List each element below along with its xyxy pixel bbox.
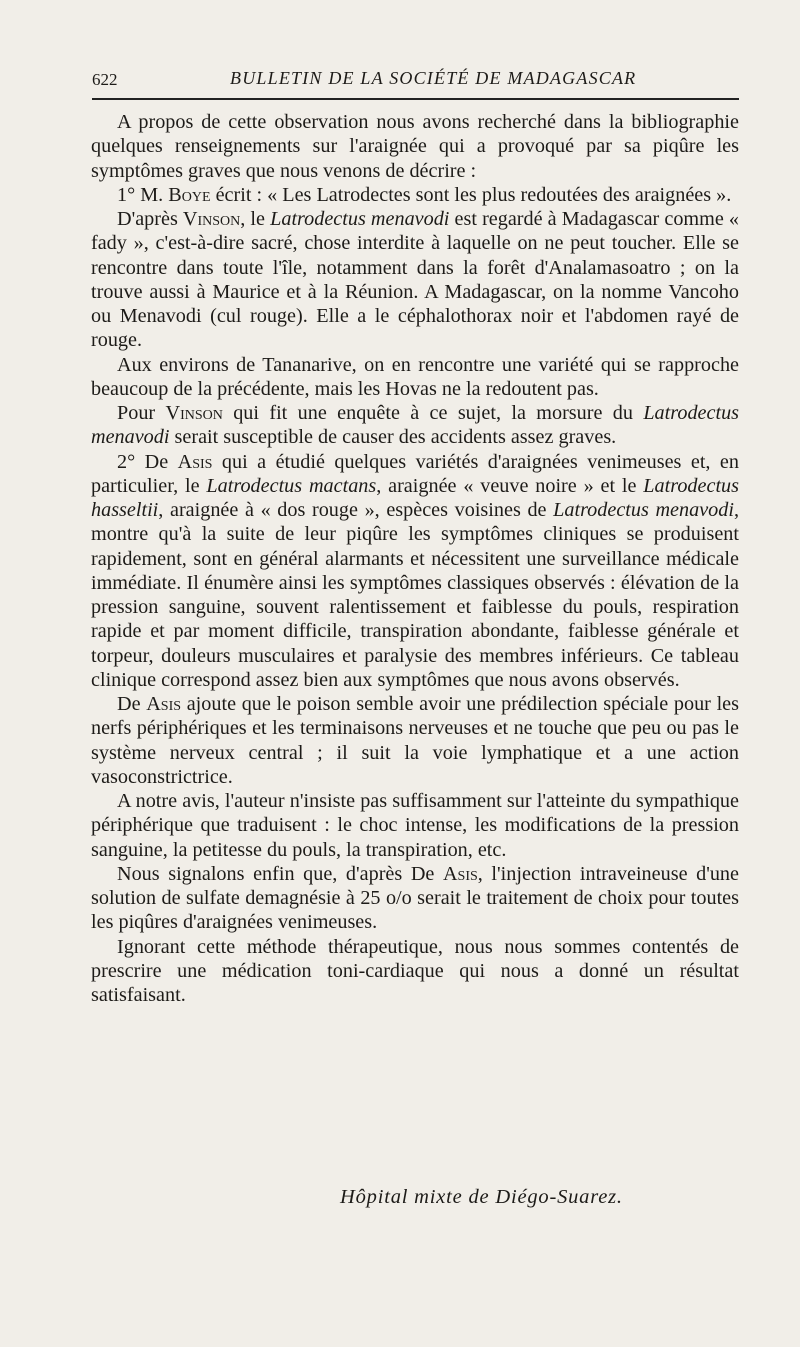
species-name: Latrodectus hasseltii (91, 474, 739, 521)
paragraph-2 (91, 183, 739, 207)
author-name: Vinson (165, 402, 223, 424)
text-run: , le (240, 208, 271, 230)
paragraph-5 (91, 401, 739, 450)
paragraph-6 (91, 450, 739, 693)
header-rule (92, 98, 739, 100)
text-run: est regardé à Madagascar comme « fady », c'est-à-dire sacré, chose interdite à laquelle on ne peut toucher. Elle se rencontre dans toute l'île, notamment dans la forêt d'Analamasoatro ; on la trouve aussi à Maurice et à la Réunion. A Madagascar, on la nomme Vancoho ou Menavodi (cul rouge). Elle a le céphalothorax noir et l'abdomen rayé de rouge. (91, 208, 739, 352)
paragraph-8: A notre avis, l'auteur n'insiste pas suffisamment sur l'atteinte du sympathique périphérique que traduisent : le choc intense, les modifications de la pression sanguine, la petitesse du pouls, la transpiration, etc. (91, 790, 739, 861)
text-run: ajoute que le poison semble avoir une prédilection spéciale pour les nerfs périphériques et les terminaisons nerveuses et ne touche que peu ou pas le système nerveux central ; il suit la voie lymphatique et a une action vasoconstrictrice. (91, 693, 739, 788)
text-run: qui a étudié quelques variétés d'araignées venimeuses et, en particulier, le (91, 450, 739, 497)
running-title: BULLETIN DE LA SOCIÉTÉ DE MADAGASCAR (230, 68, 637, 88)
text-run: serait susceptible de causer des accidents assez graves. (169, 426, 617, 449)
author-name: Asis (177, 450, 213, 473)
paragraph-7 (91, 692, 739, 789)
species-name: Latrodectus menavodi (270, 208, 450, 230)
author-name: Vinson (182, 208, 241, 230)
article-body (91, 110, 739, 1007)
text-run: , l'injection intraveineuse d'une solution de sulfate demagnésie à 25 o/o serait le traitement de choix pour toutes les piqûres d'araignées venimeuses. (91, 862, 739, 934)
species-name: Latrodectus menavodi (553, 499, 734, 521)
author-name: Asis (146, 693, 182, 715)
paragraph-4: Aux environs de Tananarive, on en rencontre une variété qui se rapproche beaucoup de la précédente, mais les Hovas ne la redoutent pas. (91, 353, 739, 400)
author-name: Asis (442, 862, 478, 885)
paragraph-1: A propos de cette observation nous avons recherché dans la bibliographie quelques renseignements sur l'araignée qui a provoqué par sa piqûre les symptômes graves que nous venons de décrire : (91, 111, 739, 182)
paragraph-9 (91, 862, 739, 935)
text-run: , araignée « veuve noire » et le (376, 474, 644, 497)
page-header (92, 66, 737, 96)
text-run: De (117, 693, 147, 715)
text-run: Nous signalons enfin que, d'après De (117, 862, 443, 885)
text-run: , araignée à « dos rouge », espèces voisines de (158, 499, 554, 521)
paragraph-3 (91, 207, 739, 353)
text-run: D'après (117, 208, 183, 230)
text-run: Pour (117, 402, 166, 424)
text-run: 1° M. (117, 183, 169, 206)
species-name: Latrodectus menavodi (91, 402, 740, 449)
text-run: , montre qu'à la suite de leur piqûre les symptômes cliniques se produisent rapidement, sont en général alarmants et nécessitent une surveillance médicale immédiate. Il énumère ainsi les symptômes classiques observés : élévation de la pression sanguine, souvent ralentissement et faiblesse du pouls, respiration rapide et par moment difficile, transpiration abondante, faiblesse générale et torpeur, douleurs musculaires et paralysie des membres inférieurs. Ce tableau clinique correspond assez bien aux symptômes que nous avons observés. (91, 499, 740, 691)
text-run: qui fit une enquête à ce sujet, la morsure du (222, 402, 644, 424)
text-run: écrit : « Les Latrodectes sont les plus redoutées des araignées ». (210, 183, 732, 206)
page-number: 622 (92, 70, 118, 89)
text-run: 2° De (117, 450, 178, 473)
species-name: Latrodectus mactans (206, 474, 377, 497)
paragraph-10: Ignorant cette méthode thérapeutique, nous nous sommes contentés de prescrire une médication toni-cardiaque qui nous a donné un résultat satisfaisant. (91, 935, 739, 1006)
author-name: Boye (168, 183, 211, 206)
signature-line: Hôpital mixte de Diégo-Suarez. (340, 1186, 623, 1208)
